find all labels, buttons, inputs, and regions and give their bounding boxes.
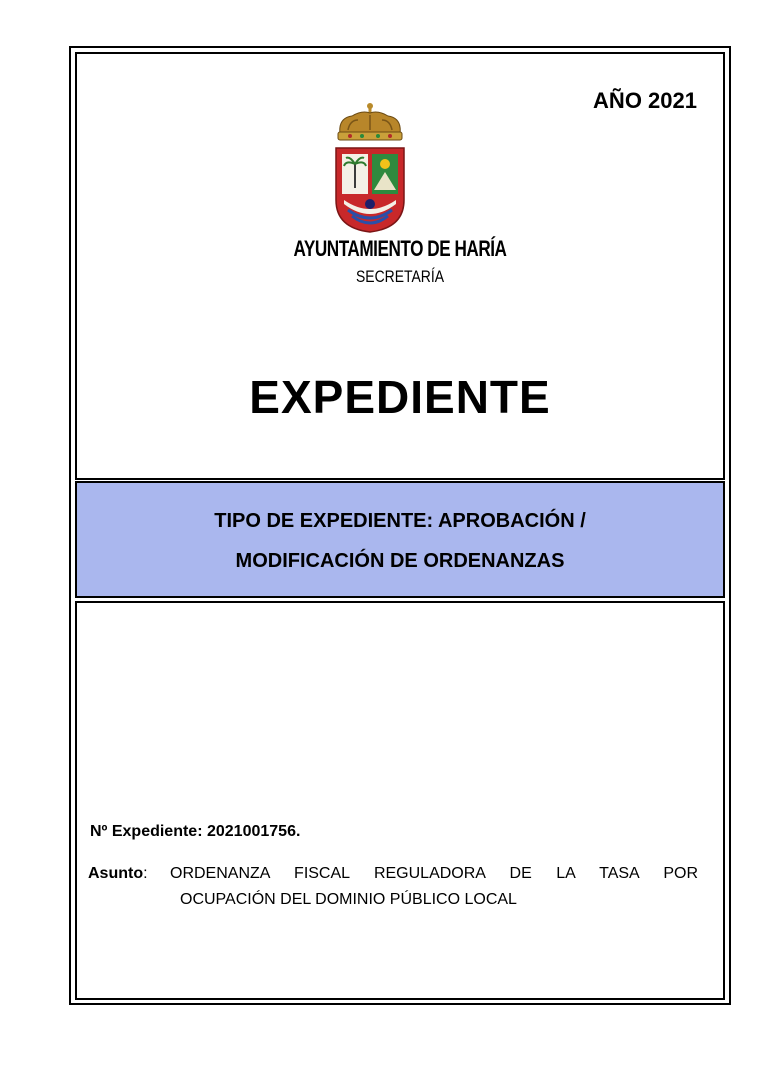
coat-of-arms-icon bbox=[332, 100, 408, 234]
asunto-row bbox=[88, 865, 698, 908]
asunto-text-line-1: ORDENANZA FISCAL REGULADORA DE LA TASA POR bbox=[170, 865, 698, 882]
organization-name: AYUNTAMIENTO DE HARÍA bbox=[293, 236, 507, 261]
asunto-label: Asunto bbox=[88, 865, 144, 882]
department-name: SECRETARÍA bbox=[355, 267, 445, 286]
asunto-separator: : bbox=[143, 865, 148, 882]
expediente-type-section bbox=[75, 481, 725, 598]
expediente-details-section bbox=[75, 601, 725, 1000]
asunto-text-line-2: OCUPACIÓN DEL DOMINIO PÚBLICO LOCAL bbox=[180, 891, 517, 908]
expediente-type-line-1: TIPO DE EXPEDIENTE: APROBACIÓN / bbox=[214, 510, 586, 532]
year-label: AÑO 2021 bbox=[593, 88, 697, 113]
expediente-type-line-2: MODIFICACIÓN DE ORDENANZAS bbox=[235, 550, 565, 572]
expediente-number: Nº Expediente: 2021001756. bbox=[90, 823, 301, 840]
cover-header-section bbox=[75, 52, 725, 480]
page-title: EXPEDIENTE bbox=[249, 371, 551, 423]
